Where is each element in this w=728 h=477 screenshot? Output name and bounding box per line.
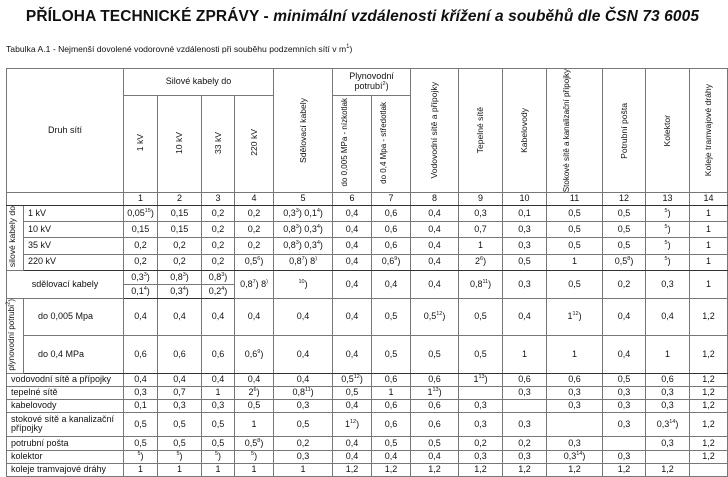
- table-cell: 0,6: [372, 399, 411, 412]
- table-cell: 1: [202, 386, 235, 399]
- table-row: [7, 69, 728, 96]
- table-cell: 0,2: [124, 238, 158, 254]
- table-cell: 0,1: [503, 206, 547, 222]
- table-cell: $^5$): [202, 450, 235, 463]
- table-cell: 0,3: [459, 412, 503, 436]
- table-cell: 0,7: [459, 222, 503, 238]
- table-cell: 0,5: [158, 412, 202, 436]
- column-number-row: [7, 193, 728, 206]
- table-cell: $0,8^7$) 8): [274, 254, 333, 270]
- table-cell: [7, 193, 124, 206]
- table-cell: [459, 386, 503, 399]
- table-cell: 0,5: [124, 412, 158, 436]
- table-cell: 1,2: [411, 463, 459, 476]
- table-cell: 0,3: [646, 270, 690, 298]
- table-row: [7, 206, 728, 222]
- table-cell: 1,2: [372, 463, 411, 476]
- table-cell: $0,5^{12}$): [411, 298, 459, 336]
- table-cell: $^5$): [124, 450, 158, 463]
- table-cell: 0,4: [503, 298, 547, 336]
- table-cell: 4: [235, 193, 274, 206]
- table-cell: 0,1: [124, 399, 158, 412]
- table-cell: 0,2: [124, 254, 158, 270]
- table-cell: 0,6: [124, 336, 158, 374]
- table-cell: 0,4: [235, 298, 274, 336]
- table-cell: 9: [459, 193, 503, 206]
- table-cell: 0,3: [202, 399, 235, 412]
- col-header-2: 10 kV: [158, 95, 202, 193]
- col-header-10: Kabelovody: [503, 69, 547, 193]
- table-cell: 1: [158, 463, 202, 476]
- table-cell: 0,3: [503, 270, 547, 298]
- table-cell: 0,5: [333, 386, 372, 399]
- table-cell: 0,4: [333, 270, 372, 298]
- table-cell: 0,5: [459, 298, 503, 336]
- table-cell: 0,4: [333, 436, 372, 450]
- table-cell: 1: [274, 463, 333, 476]
- table-cell: 1: [690, 222, 728, 238]
- table-cell: 0,3: [603, 412, 646, 436]
- table-cell: 8: [411, 193, 459, 206]
- document-title: PŘÍLOHA TECHNICKÉ ZPRÁVY - minimální vzdálenosti křížení a souběhů dle ČSN 73 6005: [25, 8, 700, 25]
- table-cell: $0,8^3$) $0,3^4$): [274, 238, 333, 254]
- row-group-plyn: plynovodní potrubí$^2$): [7, 298, 24, 373]
- table-cell: $0,5^8$): [235, 436, 274, 450]
- table-cell: 0,2: [274, 436, 333, 450]
- table-cell: $0,8^3$): [202, 270, 235, 284]
- table-cell: 0,3: [603, 450, 646, 463]
- table-row: [7, 222, 728, 238]
- table-cell: 1: [124, 463, 158, 476]
- col-header-7: do 0,4 Mpa - středotlak: [372, 95, 411, 193]
- col-header-4: 220 kV: [235, 95, 274, 193]
- table-cell: 1,2: [690, 373, 728, 386]
- table-cell: $0,8^{11}$): [459, 270, 503, 298]
- table-cell: 14: [690, 193, 728, 206]
- table-cell: 0,4: [124, 373, 158, 386]
- table-cell: 0,4: [202, 298, 235, 336]
- table-cell: 0,2: [603, 270, 646, 298]
- table-cell: 1: [690, 206, 728, 222]
- table-cell: 0,4: [411, 254, 459, 270]
- table-cell: [547, 412, 603, 436]
- table-cell: $0,1^4$): [124, 284, 158, 298]
- table-cell: 0,3: [547, 399, 603, 412]
- table-cell: 0,4: [603, 336, 646, 374]
- table-cell: 0,5: [411, 436, 459, 450]
- table-cell: $0,5^8$): [603, 254, 646, 270]
- table-cell: 0,6: [411, 412, 459, 436]
- table-cell: 0,4: [411, 238, 459, 254]
- table-cell: 0,3: [547, 436, 603, 450]
- table-cell: 0,2: [158, 254, 202, 270]
- table-cell: 0,3: [158, 399, 202, 412]
- table-cell: 10 kV: [24, 222, 124, 238]
- table-cell: 0,4: [274, 336, 333, 374]
- table-cell: 0,4: [333, 399, 372, 412]
- table-cell: 0,3: [503, 222, 547, 238]
- table-row: [7, 399, 728, 412]
- table-cell: 1,2: [459, 463, 503, 476]
- table-row: [7, 254, 728, 270]
- table-cell: do 0,4 MPa: [24, 336, 124, 374]
- table-cell: 1 kV: [24, 206, 124, 222]
- table-cell: 1: [372, 386, 411, 399]
- col-header-14: Koleje tramvajové dráhy: [690, 69, 728, 193]
- table-cell: 0,4: [411, 270, 459, 298]
- table-cell: 0,4: [274, 298, 333, 336]
- table-cell: 1: [690, 270, 728, 298]
- table-cell: $0,2^4$): [202, 284, 235, 298]
- table-cell: 1: [690, 238, 728, 254]
- table-cell: 1,2: [690, 399, 728, 412]
- table-cell: $1^{12}$): [333, 412, 372, 436]
- table-cell: potrubní pošta: [7, 436, 124, 450]
- table-row: [7, 450, 728, 463]
- table-cell: 0,2: [202, 238, 235, 254]
- table-cell: [690, 463, 728, 476]
- table-cell: $2^6$): [235, 386, 274, 399]
- table-cell: 0,3: [459, 450, 503, 463]
- table-cell: 0,2: [235, 222, 274, 238]
- table-cell: 1,2: [333, 463, 372, 476]
- col-header-11: Stokové sítě a kanalizační přípojky: [547, 69, 603, 193]
- table-cell: 0,15: [158, 222, 202, 238]
- table-cell: 0,4: [333, 336, 372, 374]
- table-cell: $0,8^{11}$): [274, 386, 333, 399]
- table-cell: $0,8^3$) $0,3^4$): [274, 222, 333, 238]
- table-cell: 1,2: [690, 412, 728, 436]
- table-cell: 0,05$^{15}$): [124, 206, 158, 222]
- table-cell: 12: [603, 193, 646, 206]
- table-cell: 0,6: [547, 373, 603, 386]
- table-cell: 1: [503, 336, 547, 374]
- table-cell: $0,8^3$): [158, 270, 202, 284]
- table-cell: 0,5: [411, 336, 459, 374]
- table-cell: 0,6: [372, 206, 411, 222]
- table-cell: 0,6: [158, 336, 202, 374]
- table-cell: 0,5: [372, 336, 411, 374]
- table-cell: 5: [274, 193, 333, 206]
- table-cell: 0,3: [459, 399, 503, 412]
- table-cell: 1,2: [547, 463, 603, 476]
- table-cell: 0,2: [202, 206, 235, 222]
- table-cell: 0,3: [274, 399, 333, 412]
- table-cell: 0,4: [235, 373, 274, 386]
- table-cell: 0,4: [333, 254, 372, 270]
- table-cell: 0,3: [503, 412, 547, 436]
- col-header-9: Tepelné sítě: [459, 69, 503, 193]
- table-cell: 0,4: [372, 450, 411, 463]
- col-header-6: do 0,005 MPa - nízkotlak: [333, 95, 372, 193]
- table-cell: 0,5: [372, 436, 411, 450]
- table-cell: 0,2: [202, 254, 235, 270]
- table-cell: $0,3^{14}$): [646, 412, 690, 436]
- table-cell: 6: [333, 193, 372, 206]
- table-cell: 0,2: [158, 238, 202, 254]
- table-cell: stokové sítě a kanalizační přípojky: [7, 412, 124, 436]
- table-cell: 1: [690, 254, 728, 270]
- table-cell: 0,3: [646, 386, 690, 399]
- table-row: [7, 373, 728, 386]
- plyn-group-header: Plynovodní potrubí$^2$): [333, 69, 411, 96]
- table-cell: 0,3: [459, 206, 503, 222]
- table-cell: [603, 436, 646, 450]
- table-cell: 0,2: [459, 436, 503, 450]
- table-cell: 11: [547, 193, 603, 206]
- table-cell: 0,6: [372, 222, 411, 238]
- table-row: [7, 238, 728, 254]
- silove-group-header: Silové kabely do: [124, 69, 274, 96]
- table-cell: 0,6: [372, 412, 411, 436]
- table-cell: $0,8^7$) 8): [235, 270, 274, 298]
- table-cell: 0,6: [646, 373, 690, 386]
- table-cell: sdělovací kabely: [7, 270, 124, 298]
- table-cell: 0,15: [158, 206, 202, 222]
- table-cell: 0,3: [547, 386, 603, 399]
- table-cell: 1: [235, 463, 274, 476]
- table-cell: 0,6: [202, 336, 235, 374]
- table-cell: 0,5: [459, 336, 503, 374]
- table-cell: 0,5: [603, 222, 646, 238]
- table-cell: 0,4: [158, 298, 202, 336]
- table-cell: 1,2: [690, 298, 728, 336]
- table-cell: 0,5: [503, 254, 547, 270]
- table-cell: vodovodní sítě a přípojky: [7, 373, 124, 386]
- table-cell: 1: [235, 412, 274, 436]
- table-cell: 1,2: [646, 463, 690, 476]
- table-cell: do 0,005 Mpa: [24, 298, 124, 336]
- table-cell: 0,5: [158, 436, 202, 450]
- table-cell: $^5$): [646, 206, 690, 222]
- table-row: [7, 436, 728, 450]
- table-cell: 1,2: [503, 463, 547, 476]
- table-cell: $^{10}$): [274, 270, 333, 298]
- table-cell: 0,4: [411, 206, 459, 222]
- table-cell: 0,3: [646, 436, 690, 450]
- table-cell: 220 kV: [24, 254, 124, 270]
- table-cell: 0,3: [646, 399, 690, 412]
- table-cell: 2: [158, 193, 202, 206]
- table-cell: 0,4: [333, 206, 372, 222]
- table-cell: 0,3: [124, 386, 158, 399]
- druh-siti-header: Druh sítí: [7, 69, 124, 193]
- table-cell: 0,2: [235, 238, 274, 254]
- table-cell: 1,2: [690, 336, 728, 374]
- table-cell: 0,3: [603, 386, 646, 399]
- col-header-5: Sdělovací kabely: [274, 69, 333, 193]
- col-header-8: Vodovodní sítě a přípojky: [411, 69, 459, 193]
- table-cell: $^5$): [646, 254, 690, 270]
- table-cell: $^5$): [646, 222, 690, 238]
- table-cell: $2^6$): [459, 254, 503, 270]
- table-cell: 0,6: [411, 373, 459, 386]
- table-cell: 0,4: [411, 450, 459, 463]
- table-cell: 0,4: [372, 270, 411, 298]
- table-cell: 35 kV: [24, 238, 124, 254]
- table-cell: $1^{13}$): [459, 373, 503, 386]
- table-cell: 1: [547, 254, 603, 270]
- table-cell: 1,2: [603, 463, 646, 476]
- table-cell: 0,3: [503, 238, 547, 254]
- table-row: [7, 463, 728, 476]
- table-cell: $^5$): [158, 450, 202, 463]
- col-header-3: 33 kV: [202, 95, 235, 193]
- table-cell: 13: [646, 193, 690, 206]
- table-cell: 0,4: [333, 222, 372, 238]
- table-cell: [646, 450, 690, 463]
- table-cell: kabelovody: [7, 399, 124, 412]
- table-cell: 0,4: [274, 373, 333, 386]
- table-cell: 0,15: [124, 222, 158, 238]
- table-cell: 0,2: [235, 206, 274, 222]
- table-cell: 0,3: [503, 450, 547, 463]
- table-cell: 0,6: [372, 238, 411, 254]
- table-cell: 1: [547, 336, 603, 374]
- table-cell: $0,3^3$) $0,1^4$): [274, 206, 333, 222]
- table-cell: 0,4: [333, 450, 372, 463]
- table-cell: 7: [372, 193, 411, 206]
- table-cell: 0,4: [333, 238, 372, 254]
- table-cell: $1^{12}$): [547, 298, 603, 336]
- table-cell: 0,3: [274, 450, 333, 463]
- table-cell: 0,4: [124, 298, 158, 336]
- table-cell: 0,5: [603, 373, 646, 386]
- table-cell: $1^{13}$): [411, 386, 459, 399]
- table-row: [7, 412, 728, 436]
- table-row: [7, 336, 728, 374]
- table-cell: $0,6^9$): [235, 336, 274, 374]
- col-header-1: 1 kV: [124, 95, 158, 193]
- table-cell: 0,2: [503, 436, 547, 450]
- table-cell: $0,3^4$): [158, 284, 202, 298]
- table-cell: $^5$): [235, 450, 274, 463]
- col-header-12: Potrubní pošta: [603, 69, 646, 193]
- table-cell: 1: [202, 463, 235, 476]
- table-caption: Tabulka A.1 - Nejmenší dovolené vodorovné vzdálenosti při souběhu podzemních sítí v $m^1$): [6, 44, 353, 54]
- table-cell: 0,5: [547, 222, 603, 238]
- table-cell: tepelné sítě: [7, 386, 124, 399]
- table-cell: $0,5^{12}$): [333, 373, 372, 386]
- distance-table: [6, 68, 728, 477]
- table-cell: 1: [646, 336, 690, 374]
- table-cell: $0,6^9$): [372, 254, 411, 270]
- table-cell: 0,7: [158, 386, 202, 399]
- col-header-13: Kolektor: [646, 69, 690, 193]
- table-cell: 1,2: [690, 450, 728, 463]
- table-cell: 1: [459, 238, 503, 254]
- table-cell: 0,5: [603, 206, 646, 222]
- table-cell: 0,5: [235, 399, 274, 412]
- table-cell: 0,3: [503, 386, 547, 399]
- table-cell: 0,5: [603, 238, 646, 254]
- table-cell: $0,3^3$): [124, 270, 158, 284]
- table-cell: 0,5: [124, 436, 158, 450]
- table-cell: 1: [124, 193, 158, 206]
- table-cell: 0,6: [503, 373, 547, 386]
- table-cell: 0,3: [603, 399, 646, 412]
- row-group-silove: silové kabely do: [7, 206, 24, 271]
- table-cell: 0,6: [411, 399, 459, 412]
- table-cell: 0,2: [202, 222, 235, 238]
- table-cell: 0,5: [547, 206, 603, 222]
- table-cell: 0,4: [333, 298, 372, 336]
- table-row: [7, 270, 728, 284]
- table-cell: 0,5: [547, 270, 603, 298]
- table-cell: 0,4: [603, 298, 646, 336]
- table-cell: [503, 399, 547, 412]
- table-cell: 3: [202, 193, 235, 206]
- table-cell: koleje tramvajové dráhy: [7, 463, 124, 476]
- table-cell: 0,4: [202, 373, 235, 386]
- table-cell: 10: [503, 193, 547, 206]
- table-cell: 0,5: [274, 412, 333, 436]
- table-cell: 0,5: [202, 436, 235, 450]
- table-cell: 0,5: [202, 412, 235, 436]
- table-cell: 1,2: [690, 436, 728, 450]
- table-cell: 0,4: [158, 373, 202, 386]
- table-cell: $^5$): [646, 238, 690, 254]
- table-cell: 0,6: [372, 373, 411, 386]
- table-cell: 0,5: [372, 298, 411, 336]
- table-cell: 0,4: [411, 222, 459, 238]
- table-cell: $0,5^6$): [235, 254, 274, 270]
- table-cell: $0,3^{14}$): [547, 450, 603, 463]
- table-row: [7, 386, 728, 399]
- title-subtitle: minimální vzdálenosti křížení a souběhů dle ČSN 73 6005: [273, 8, 700, 25]
- table-cell: 0,4: [646, 298, 690, 336]
- table-cell: 0,5: [547, 238, 603, 254]
- table-row: [7, 298, 728, 336]
- table-cell: kolektor: [7, 450, 124, 463]
- table-cell: 1,2: [690, 386, 728, 399]
